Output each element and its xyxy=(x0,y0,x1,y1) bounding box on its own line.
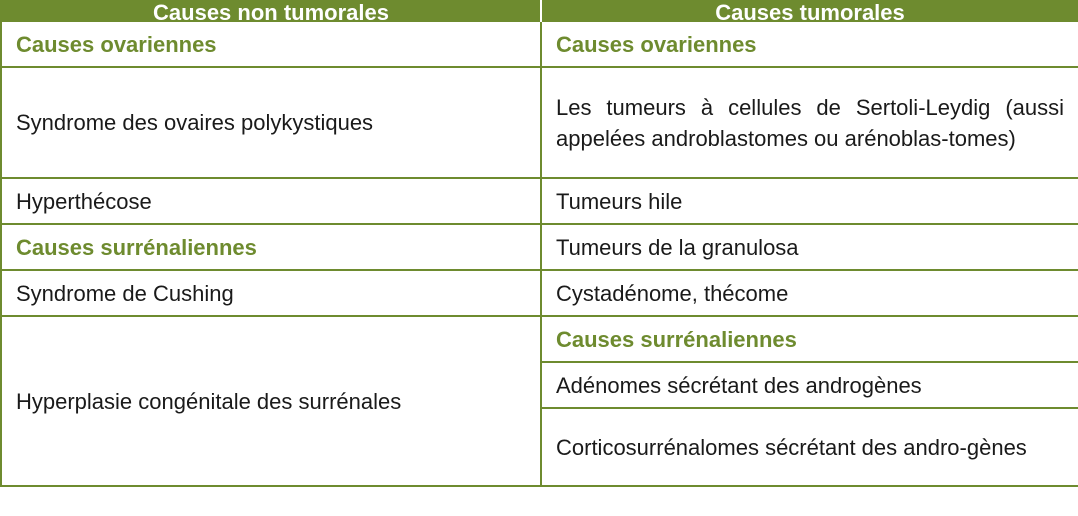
section-ovarian-tumoral: Causes ovariennes xyxy=(541,21,1078,67)
cell-sertoli-leydig: Les tumeurs à cellules de Sertoli-Leydig (aussi appelées androblastomes ou arénoblas-tomes) xyxy=(541,67,1078,178)
header-row xyxy=(1,0,1078,21)
cell-granulosa: Tumeurs de la granulosa xyxy=(541,224,1078,270)
cell-adenomes: Adénomes sécrétant des androgènes xyxy=(541,362,1078,408)
cell-pco: Syndrome des ovaires polykystiques xyxy=(1,67,541,178)
table-row xyxy=(1,316,1078,362)
cell-tumeurs-hile: Tumeurs hile xyxy=(541,178,1078,224)
cell-hyperplasie: Hyperplasie congénitale des surrénales xyxy=(1,316,541,486)
cell-cystadenome: Cystadénome, thécome xyxy=(541,270,1078,316)
table-row xyxy=(1,67,1078,178)
cell-cushing: Syndrome de Cushing xyxy=(1,270,541,316)
section-ovarian-non-tumoral: Causes ovariennes xyxy=(1,21,541,67)
header-non-tumoral: Causes non tumorales xyxy=(1,0,541,21)
table-row xyxy=(1,270,1078,316)
section-adrenal-tumoral: Causes surrénaliennes xyxy=(541,316,1078,362)
header-tumoral: Causes tumorales xyxy=(541,0,1078,21)
cell-hyperthecose: Hyperthécose xyxy=(1,178,541,224)
table-row xyxy=(1,224,1078,270)
section-adrenal-non-tumoral: Causes surrénaliennes xyxy=(1,224,541,270)
table-row xyxy=(1,178,1078,224)
table-row xyxy=(1,21,1078,67)
cell-corticosurrenalomes: Corticosurrénalomes sécrétant des andro-gènes xyxy=(541,408,1078,486)
